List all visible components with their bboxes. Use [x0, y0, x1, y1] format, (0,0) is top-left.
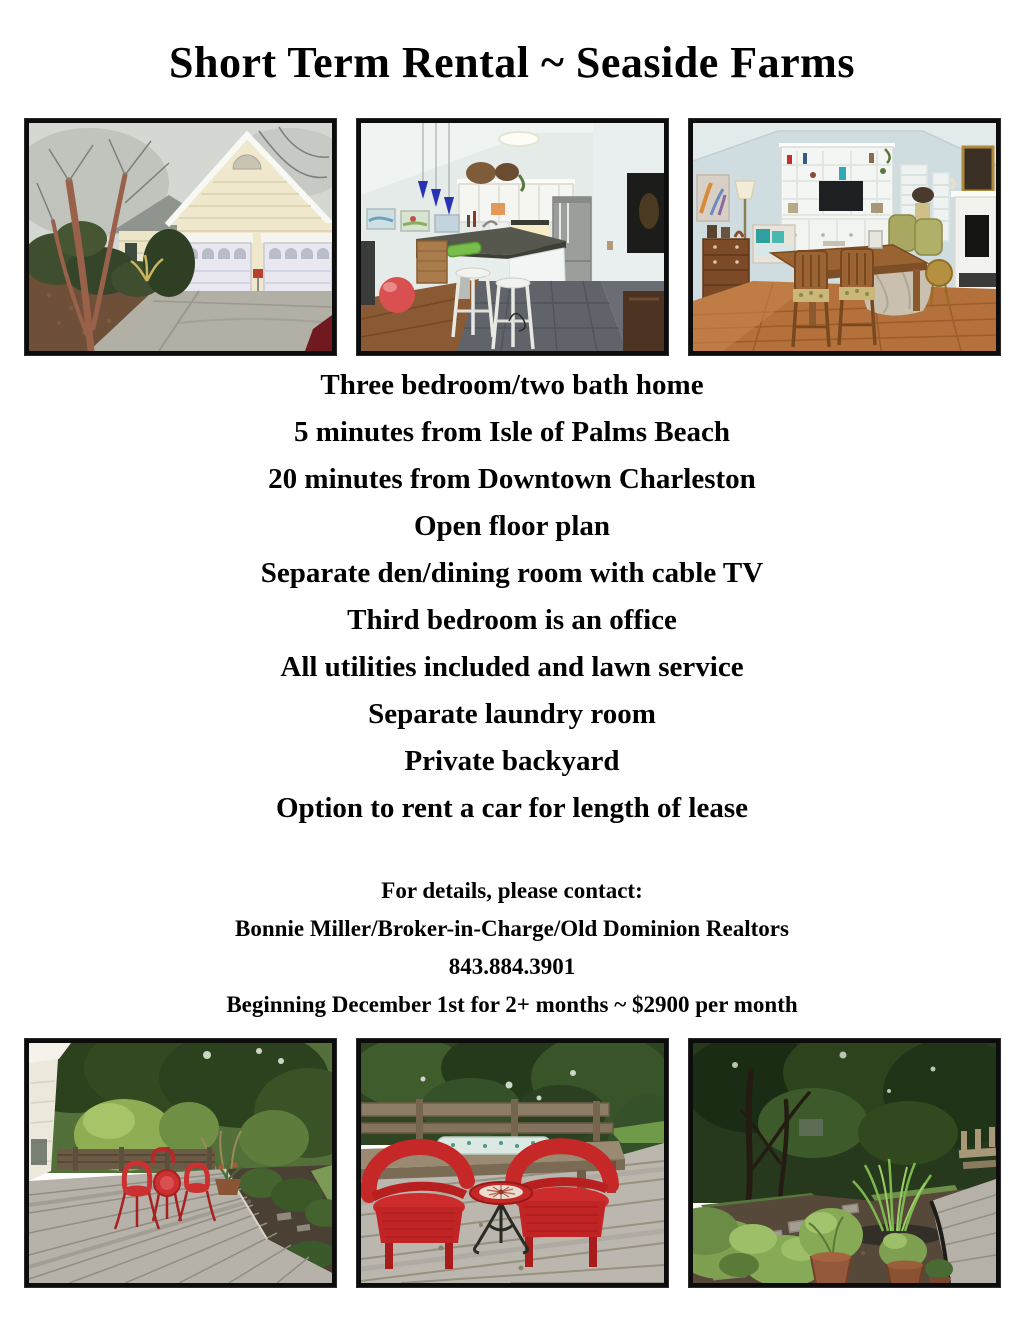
top-photo-row [0, 119, 1024, 355]
living-room-illustration [693, 123, 996, 351]
feature-line: All utilities included and lawn service [280, 650, 744, 683]
bottom-photo-row [0, 1039, 1024, 1287]
feature-line: 5 minutes from Isle of Palms Beach [293, 415, 731, 448]
contact-block [0, 872, 1024, 1024]
feature-line: 20 minutes from Downtown Charleston [268, 462, 756, 495]
feature-line: Third bedroom is an office [347, 603, 677, 636]
feature-line: Private backyard [404, 744, 620, 777]
back-deck-illustration [29, 1043, 332, 1283]
feature-line: Separate laundry room [368, 697, 656, 730]
photo-garden [689, 1039, 1000, 1287]
features-list [0, 362, 1024, 832]
photo-deck-bench [357, 1039, 668, 1287]
photo-kitchen [357, 119, 668, 355]
photo-back-deck [25, 1039, 336, 1287]
contact-heading: For details, please contact: [381, 877, 643, 903]
photo-living-room [689, 119, 1000, 355]
feature-line: Three bedroom/two bath home [320, 368, 704, 401]
deck-bench-illustration [361, 1043, 664, 1283]
contact-terms: Beginning December 1st for 2+ months ~ $2900 per month [226, 991, 798, 1017]
photo-house-exterior [25, 119, 336, 355]
feature-line: Open floor plan [413, 509, 611, 542]
feature-line: Separate den/dining room with cable TV [260, 556, 764, 589]
page-title: Short Term Rental ~ Seaside Farms [169, 38, 855, 87]
contact-phone: 843.884.3901 [448, 953, 576, 979]
house-exterior-illustration [29, 123, 332, 351]
feature-line: Option to rent a car for length of lease [275, 791, 748, 824]
contact-agent: Bonnie Miller/Broker-in-Charge/Old Dominion Realtors [235, 915, 789, 941]
garden-illustration [693, 1043, 996, 1283]
kitchen-illustration [361, 123, 664, 351]
